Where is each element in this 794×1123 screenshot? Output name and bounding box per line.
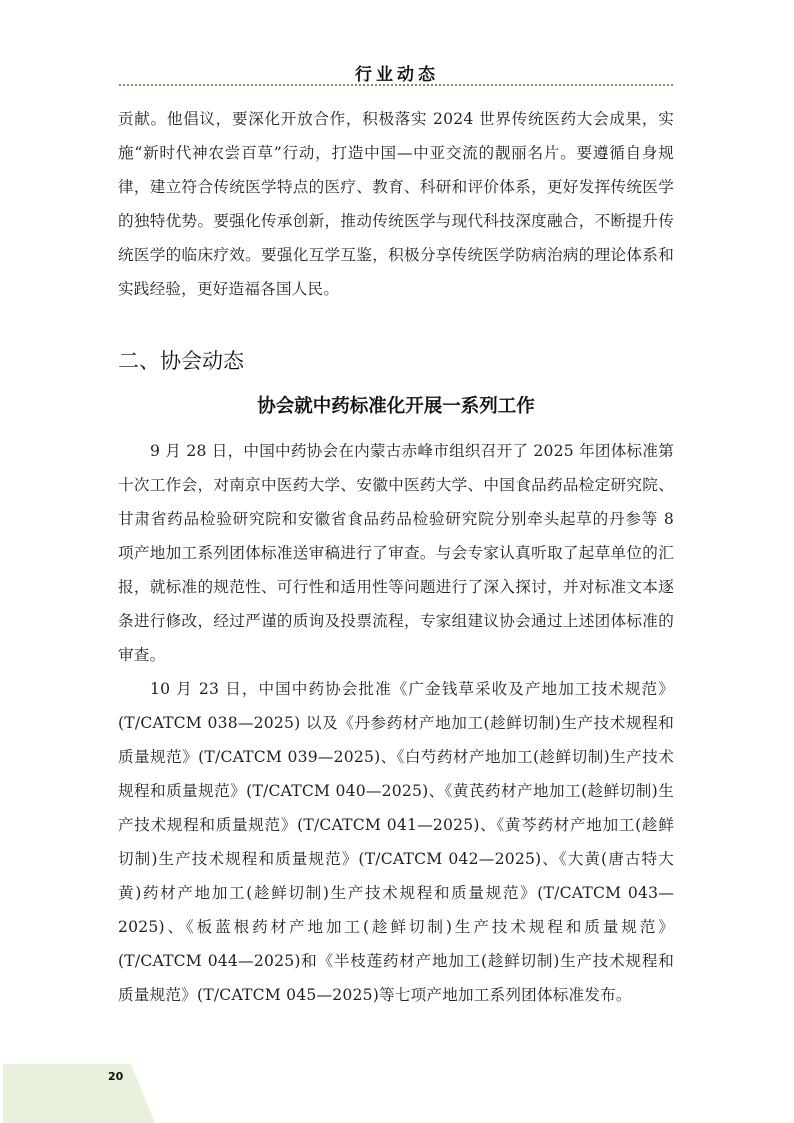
header-dotted-divider — [119, 84, 673, 86]
article-title: 协会就中药标准化开展一系列工作 — [257, 396, 535, 417]
page-content — [118, 102, 674, 1012]
page-number: 20 — [108, 1070, 124, 1083]
running-header-title: 行业动态 — [355, 65, 439, 85]
section-heading: 二、协会动态 — [118, 349, 244, 373]
article-paragraph-2: 10 月 23 日，中国中药协会批准《广金钱草采收及产地加工技术规范》(T/CATCM 038—2025) 以及《丹参药材产地加工(趁鲜切制)生产技术规程和质量规范》(T/CATCM 039—2025)、《白芍药材产地加工(趁鲜切制)生产技术规程和质量规范》(T/CATCM 040—2025)、《黄芪药材产地加工(趁鲜切制)生产技术规程和质量规范》(T/CATCM 041—2025)、《黄芩药材产地加工(趁鲜切制)生产技术规程和质量规范》(T/CATCM 042—2025)、《大黄(唐古特大黄)药材产地加工(趁鲜切制)生产技术规程和质量规范》(T/CATCM 043—2025)、《板蓝根药材产地加工(趁鲜切制)生产技术规程和质量规范》(T/CATCM 044—2025)和《半枝莲药材产地加工(趁鲜切制)生产技术规程和质量规范》(T/CATCM 045—2025)等七项产地加工系列团体标准发布。 — [118, 680, 674, 1004]
continued-paragraph: 贡献。他倡议，要深化开放合作，积极落实 2024 世界传统医药大会成果，实施“新时代神农尝百草”行动，打造中国—中亚交流的靓丽名片。要遵循自身规律，建立符合传统医学特点的医疗、教育、科研和评价体系，更好发挥传统医学的独特优势。要强化传承创新，推动传统医学与现代科技深度融合，不断提升传统医学的临床疗效。要强化互学互鉴，积极分享传统医学防病治病的理论体系和实践经验，更好造福各国人民。 — [118, 110, 674, 298]
footer-page-tab — [3, 1064, 155, 1123]
article-paragraph-1: 9 月 28 日，中国中药协会在内蒙古赤峰市组织召开了 2025 年团体标准第十次工作会，对南京中医药大学、安徽中医药大学、中国食品药品检定研究院、甘肃省药品检验研究院和安徽省食品药品检验研究院分别牵头起草的丹参等 8 项产地加工系列团体标准送审稿进行了审查。与会专家认真听取了起草单位的汇报，就标准的规范性、可行性和适用性等问题进行了深入探讨，并对标准文本逐条进行修改，经过严谨的质询及投票流程，专家组建议协会通过上述团体标准的审查。 — [118, 442, 674, 664]
